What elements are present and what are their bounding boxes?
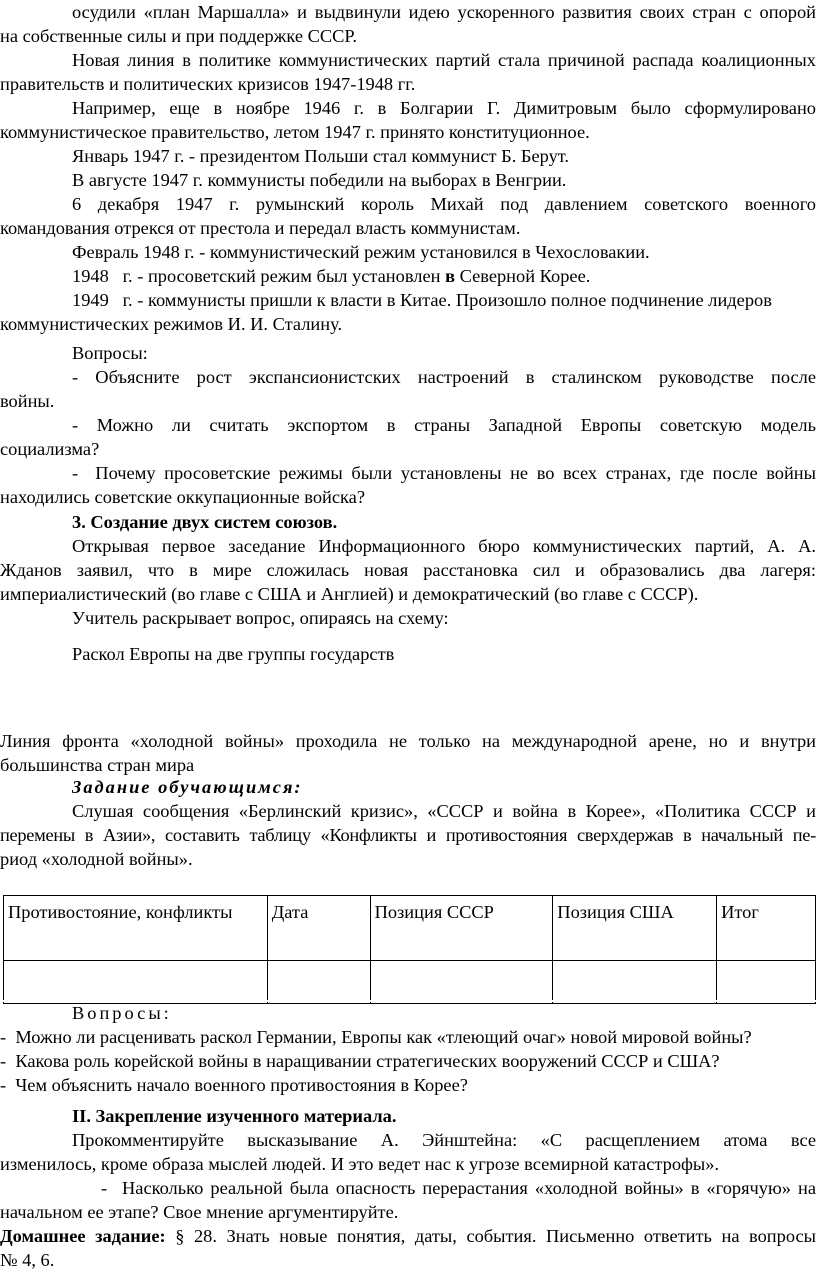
text-span: Насколько реальной была опасность перерастания «холодной войны» в «горячую» на xyxy=(122,1178,816,1198)
dash: - xyxy=(101,1178,108,1198)
table-header-cell: Противостояние, конфликты xyxy=(4,896,268,961)
homework-text: § 28. Знать новые понятия, даты, события. Письменно ответить на вопросы xyxy=(165,1226,816,1246)
table-header-row xyxy=(4,896,816,961)
question-item: - Какова роль корейской войны в наращивании стратегических вооружений СССР и США? xyxy=(0,1051,720,1071)
section-heading: 3. Создание двух систем союзов. xyxy=(72,512,338,532)
table-cell xyxy=(267,961,370,1004)
text-line: Прокомментируйте высказывание А. Эйнштейна: «С расщеплением атома все xyxy=(72,1130,816,1150)
text-line: Слушая сообщения «Берлинский кризис», «СССР и война в Корее», «Политика СССР и xyxy=(72,801,816,821)
table-row xyxy=(4,961,816,1004)
table-header-cell: Позиция США xyxy=(553,896,717,961)
task-heading: Задание обучающимся: xyxy=(72,777,303,797)
text-line: коммунистических режимов И. И. Сталину. xyxy=(0,314,343,334)
question-item: - Почему просоветские режимы были установлены не во всех странах, где после войны xyxy=(72,463,816,483)
bold-letter: в xyxy=(445,266,455,286)
table-header-cell: Дата xyxy=(267,896,370,961)
text-line: 1949 г. - коммунисты пришли к власти в Китае. Произошло полное подчинение лидеров xyxy=(72,290,772,310)
text-span: 1948 г. - просоветский режим был установлен xyxy=(72,266,446,286)
table-cell xyxy=(4,961,268,1004)
text-line: Январь 1947 г. - президентом Польши стал коммунист Б. Берут. xyxy=(72,146,570,166)
text-line: осудили «план Маршалла» и выдвинули идею ускоренного развития своих стран с опорой xyxy=(72,2,816,22)
text-line: войны. xyxy=(0,391,55,411)
text-line: правительств и политических кризисов 1947-1948 гг. xyxy=(0,74,416,94)
table-cell xyxy=(717,961,816,1004)
homework-label: Домашнее задание: xyxy=(0,1226,166,1246)
table-cell xyxy=(370,961,553,1004)
text-line: перемены в Азии», составить таблицу «Конфликты и противостояния сверхдержав в начальный пе- xyxy=(0,825,816,845)
text-line xyxy=(72,264,816,288)
question-item: - Можно ли считать экспортом в страны Западной Европы советскую модель xyxy=(72,415,816,435)
text-span: Северной Корее. xyxy=(455,266,591,286)
text-line: риод «холодной войны». xyxy=(0,849,193,869)
text-line: империалистический (во главе с США и Англией) и демократический (во главе с СССР). xyxy=(0,584,699,604)
table-cell xyxy=(553,961,717,1004)
text-line: Открывая первое заседание Информационного бюро коммунистических партий, А. А. xyxy=(72,536,816,556)
text-line: Например, еще в ноябре 1946 г. в Болгарии Г. Димитровым было сформулировано xyxy=(72,98,816,118)
questions-heading: Вопросы: xyxy=(72,343,148,363)
section-heading: II. Закрепление изученного материала. xyxy=(72,1106,397,1126)
text-line: начальном ее этапе? Свое мнение аргументируйте. xyxy=(0,1202,399,1222)
homework-line xyxy=(0,1224,816,1248)
conflicts-table xyxy=(3,895,816,1004)
table-header-cell: Итог xyxy=(717,896,816,961)
scheme-title: Раскол Европы на две группы государств xyxy=(72,644,395,664)
text-line: Учитель раскрывает вопрос, опираясь на схему: xyxy=(72,608,449,628)
text-line: находились советские оккупационные войска? xyxy=(0,487,366,507)
question-item: - Объясните рост экспансионистских настроений в сталинском руководстве после xyxy=(72,367,816,387)
text-line: Февраль 1948 г. - коммунистический режим установился в Чехословакии. xyxy=(72,242,650,262)
text-line: на собственные силы и при поддержке СССР. xyxy=(0,26,357,46)
text-line: 6 декабря 1947 г. румынский король Михай под давлением советского военного xyxy=(72,194,816,214)
question-item: - Можно ли расценивать раскол Германии, Европы как «тлеющий очаг» новой мировой войны? xyxy=(0,1027,752,1047)
text-line: В августе 1947 г. коммунисты победили на выборах в Венгрии. xyxy=(72,170,567,190)
table-header-cell: Позиция СССР xyxy=(370,896,553,961)
text-line: Линия фронта «холодной войны» проходила не только на международной арене, но и внутри xyxy=(0,731,816,751)
text-line: социализма? xyxy=(0,439,100,459)
text-line: командования отрекся от престола и передал власть коммунистам. xyxy=(0,218,521,238)
text-line: большинства стран мира xyxy=(0,755,195,775)
questions-heading: Вопросы: xyxy=(72,1003,172,1023)
text-line: № 4, 6. xyxy=(0,1250,55,1270)
question-item: - Чем объяснить начало военного противостояния в Корее? xyxy=(0,1075,468,1095)
text-line: изменилось, кроме образа мыслей людей. И это ведет нас к угрозе всемирной катастрофы». xyxy=(0,1154,720,1174)
text-line: коммунистическое правительство, летом 1947 г. принято конституционное. xyxy=(0,122,590,142)
text-line: Новая линия в политике коммунистических партий стала причиной распада коалиционных xyxy=(72,50,816,70)
text-line: Жданов заявил, что в мире сложилась новая расстановка сил и образовались два лагеря: xyxy=(0,560,816,580)
